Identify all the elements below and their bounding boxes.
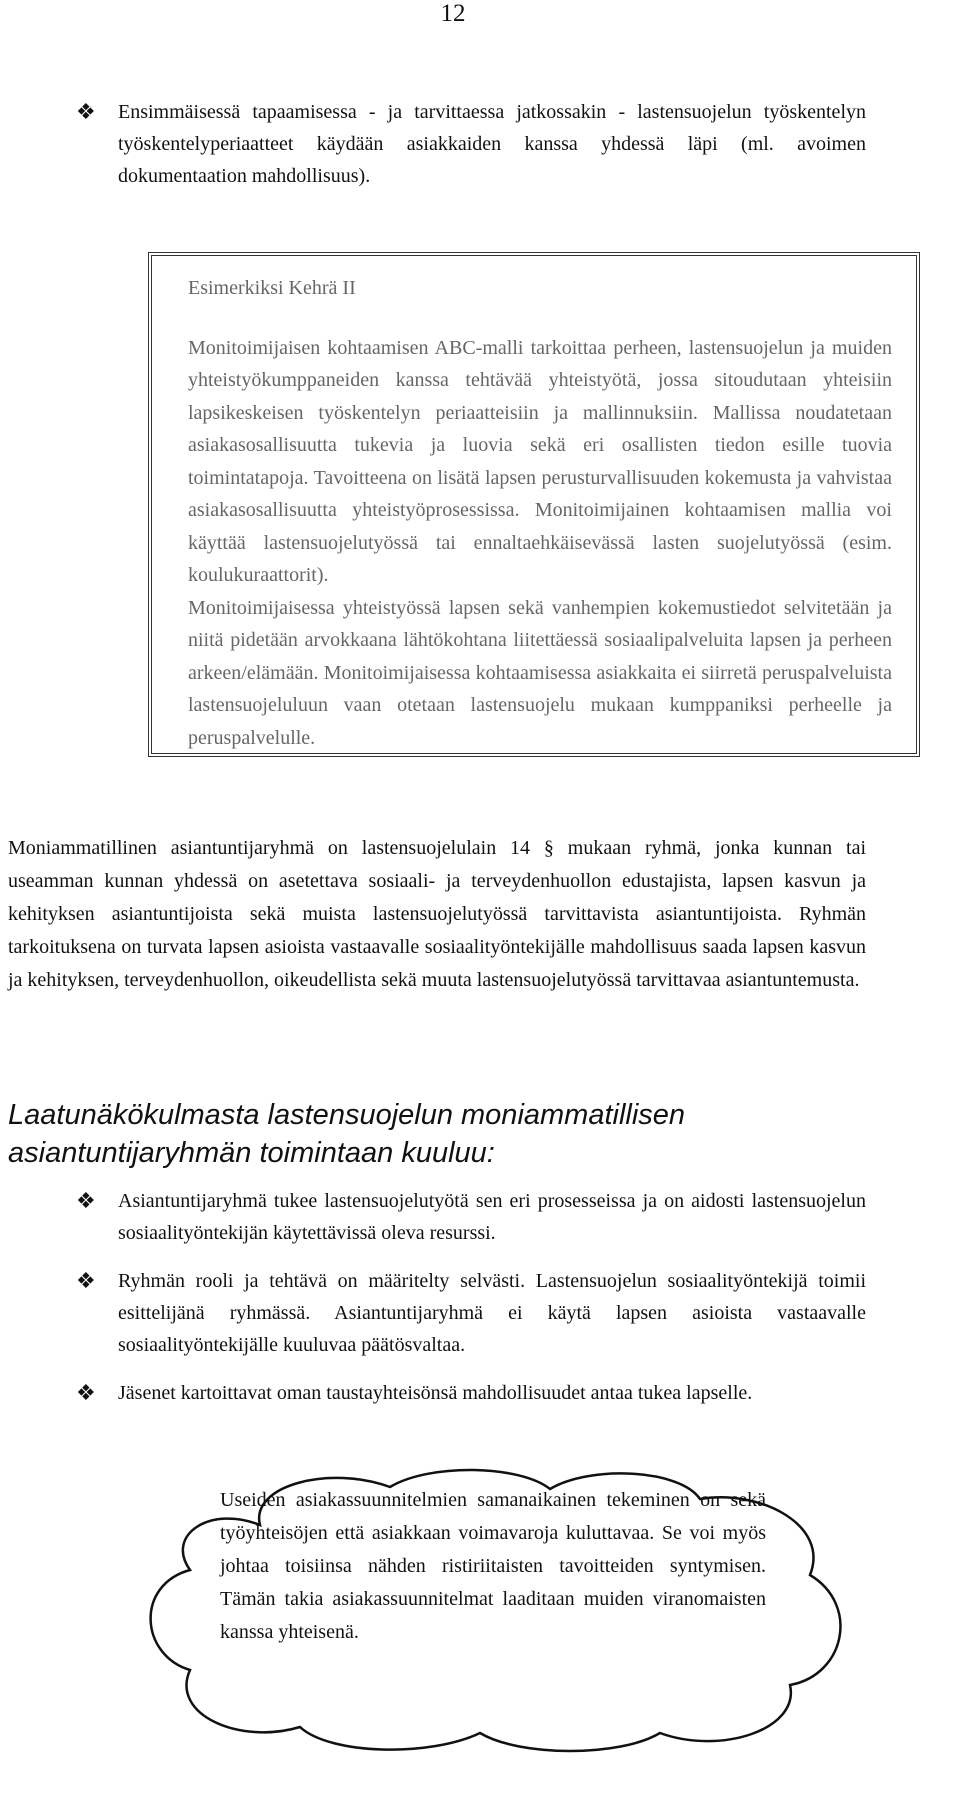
diamond-bullet-icon: ❖ <box>76 1380 96 1405</box>
section-bullet-3 <box>76 1377 866 1409</box>
example-box-title: Esimerkiksi Kehrä II <box>188 277 356 299</box>
section-bullet-3-text: Jäsenet kartoittavat oman taustayhteisönsä mahdollisuudet antaa tukea lapselle. <box>118 1382 753 1404</box>
main-paragraph: Moniammatillinen asiantuntijaryhmä on lastensuojelulain 14 § mukaan ryhmä, jonka kunnan tai useamman kunnan yhdessä on asetettava sosiaali- ja terveydenhuollon edustajista, lapsen kasvun ja kehityksen asiantuntijoista sekä muista lastensuojelutyössä tarvittavista asiantuntijoista. Ryhmän tarkoituksena on turvata lapsen asioista vastaavalle sosiaalityöntekijälle mahdollisuus saada lapsen kasvun ja kehityksen, terveydenhuollon, oikeudellista sekä muuta lastensuojelutyössä tarvittavaa asiantuntemusta. <box>8 837 866 991</box>
example-box-paragraph-2: Monitoimijaisessa yhteistyössä lapsen sekä vanhempien kokemustiedot selvitetään ja niitä pidetään arvokkaana lähtökohtana liitettäessä sosiaalipalveluita lapsen ja perheen arkeen/elämään. Monitoimijaisessa kohtaamisessa asiakkaita ei siirretä peruspalveluista lastensuojeluluun vaan otetaan lastensuojelu mukaan kumppaniksi perheelle ja peruspalvelulle. <box>188 596 892 749</box>
example-box <box>148 252 920 757</box>
diamond-bullet-icon: ❖ <box>76 1188 96 1213</box>
section-bullet-2-text: Ryhmän rooli ja tehtävä on määritelty selvästi. Lastensuojelun sosiaalityöntekijä toimii esittelijänä ryhmässä. Asiantuntijaryhmä ei käytä lapsen asioista vastaavalle sosiaalityöntekijälle kuuluvaa päätösvaltaa. <box>118 1270 866 1356</box>
diamond-bullet-icon: ❖ <box>76 99 96 124</box>
cloud-note-text: Useiden asiakassuunnitelmien samanaikainen tekeminen on sekä työyhteisöjen että asiakkaan voimavaroja kuluttavaa. Se voi myös johtaa toisiinsa nähden ristiriitaisten tavoitteiden syntymisen. Tämän takia asiakassuunnitelmat laaditaan muiden viranomaisten kanssa yhteisenä. <box>220 1489 766 1643</box>
section-bullet-1 <box>76 1185 866 1249</box>
example-box-paragraph-1: Monitoimijaisen kohtaamisen ABC-malli tarkoittaa perheen, lastensuojelun ja muiden yhteistyökumppaneiden kanssa tehtävää yhteistyötä, jossa sitoudutaan yhteisiin lapsikeskeisen työskentelyn periaatteisiin ja mallinnuksiin. Mallissa noudatetaan asiakasosallisuutta tukevia ja luovia sekä eri osallisten tiedon esille tuovia toimintatapoja. Tavoitteena on lisätä lapsen perusturvallisuuden kokemusta ja vahvistaa asiakasosallisuutta yhteistyöprosessissa. Monitoimijainen kohtaamisen mallia voi käyttää lastensuojelutyössä tai ennaltaehkäisevässä lasten suojelutyössä (esim. koulukuraattorit). <box>188 336 892 586</box>
section-heading: Laatunäkökulmasta lastensuojelun moniammatillisen asiantuntijaryhmän toimintaan kuuluu: <box>8 1099 686 1169</box>
page-number: 12 <box>440 0 466 27</box>
intro-bullet <box>76 96 866 192</box>
intro-bullet-text: Ensimmäisessä tapaamisessa - ja tarvittaessa jatkossakin - lastensuojelun työskentelyn työskentelyperiaatteet käydään asiakkaiden kanssa yhdessä läpi (ml. avoimen dokumentaation mahdollisuus). <box>118 101 866 187</box>
section-bullet-1-text: Asiantuntijaryhmä tukee lastensuojelutyötä sen eri prosesseissa ja on aidosti lastensuojelun sosiaalityöntekijän käytettävissä oleva resurssi. <box>118 1190 866 1244</box>
diamond-bullet-icon: ❖ <box>76 1268 96 1293</box>
section-bullet-2 <box>76 1265 866 1361</box>
